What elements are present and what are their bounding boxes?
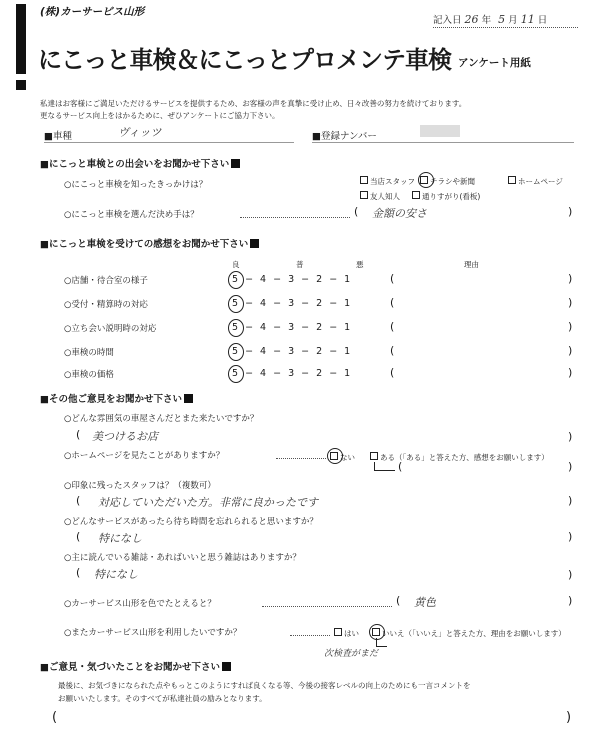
paren-close: ) [568,344,573,357]
date-day: 11 [520,13,535,26]
q-color: ○カーサービス山形を色でたとえると？ [64,599,216,609]
option-homepage-no[interactable]: ない [330,452,355,463]
paren-open: ( [390,344,395,357]
option-no-circle [327,448,343,464]
vehicle-model-underline [44,142,294,143]
rating-scale[interactable]: 5 − 4 − 3 − 2 − 1 [232,368,353,379]
paren-close: ) [568,205,573,218]
company-name: (株)カーサービス山形 [40,6,145,18]
answer-staff[interactable]: 対応していただいた方。非常に良かったです [98,496,318,509]
selected-rating-circle [228,295,244,313]
intro-line-1: 私達はお客様にご満足いただけるサービスを提供するため、お客様の声を真摯に受け止め、日々改善の努力を続けております。 [40,99,467,108]
rating-label: ○車検の時間 [64,348,114,358]
selected-rating-circle [228,365,244,383]
exclamation-bar [16,4,26,74]
paren-close: ) [568,594,573,607]
intro-line-2: 更なるサービス向上をはかるために、ぜひアンケートにご協力下さい。 [40,111,280,120]
section4-title: ■ご意見・気づいたことをお聞かせ下さい [40,659,231,673]
date-year: 26 [464,13,479,26]
paren-open: ( [396,594,401,607]
plate-underline [312,142,574,143]
answer-revisit-note[interactable]: 次検査がまだ [324,649,379,659]
paren-open: ( [76,530,81,543]
comment-instruction-1: 最後に、お気づきになられた点やもっとこのようにすれば良くなる等、今後の接客レベルの向上のためにも一言コメントを [58,681,471,690]
paren-close: ) [568,530,573,543]
date-underline [433,27,578,28]
leader-dots [262,606,392,607]
date-month-unit: 月 [508,15,518,26]
paren-open: ( [52,710,58,725]
option-homepage[interactable]: ホームページ [508,176,563,187]
date-label: 記入日 [433,15,462,26]
section-marker [184,394,193,403]
col-normal: 普 [296,260,304,269]
plate-label: ■登録ナンバー [312,131,377,142]
option-staff[interactable]: 当店スタッフ [360,176,415,187]
paren-close: ) [568,320,573,333]
paren-open: ( [390,366,395,379]
paren-open: ( [398,460,403,473]
vehicle-model-label: ■車種 [44,131,72,142]
answer-decision[interactable]: 金額の安さ [372,207,427,220]
date-year-unit: 年 [481,15,492,26]
comment-field[interactable] [64,712,562,730]
paren-close: ) [568,494,573,507]
vehicle-model-value[interactable]: ヴィッツ [118,126,162,139]
section2-title: ■にこっと車検を受けての感想をお聞かせ下さい [40,236,259,250]
rating-label: ○車検の価格 [64,370,114,380]
leader-dots [290,635,330,636]
paren-open: ( [76,428,81,441]
date-field [433,12,547,26]
bracket-line [374,462,395,471]
option-flyer[interactable]: チラシや新聞 [420,176,475,187]
paren-close: ) [568,366,573,379]
section-marker [222,662,231,671]
section1-title: ■にこっと車検との出会いをお聞かせ下さい [40,156,240,170]
rating-scale[interactable]: 5 − 4 − 3 − 2 − 1 [232,346,353,357]
paren-close: ) [568,272,573,285]
paren-close: ) [568,568,573,581]
section-marker [231,159,240,168]
q-decision: ○にこっと車検を選んだ決め手は？ [64,210,199,220]
comment-instruction-2: お願いいたします。そのすべてが私達社員の励みとなります。 [58,694,267,703]
form-title: にこっと車検＆にこっとプロメンテ車検 [38,46,452,74]
paren-close: ) [568,430,573,443]
option-revisit-yes[interactable]: はい [334,628,359,639]
q-how-found: ○にこっと車検を知ったきっかけは？ [64,180,208,190]
selected-rating-circle [228,271,244,289]
paren-open: ( [76,566,81,579]
answer-service[interactable]: 特になし [98,532,142,545]
form-title-suffix: アンケート用紙 [458,57,531,69]
leader-dots [276,458,326,459]
q-staff: ○印象に残ったスタッフは？（複数可） [64,481,216,491]
rating-scale[interactable]: 5 − 4 − 3 − 2 − 1 [232,298,353,309]
rating-scale[interactable]: 5 − 4 − 3 − 2 − 1 [232,274,353,285]
paren-open: ( [354,205,359,218]
rating-label: ○受付・精算時の対応 [64,300,148,310]
q-magazine: ○主に読んでいる雑誌・あればいいと思う雑誌はありますか？ [64,553,301,563]
q-atmosphere: ○どんな雰囲気の車屋さんだとまた来たいですか？ [64,414,259,424]
paren-close: ) [568,460,573,473]
paren-close: ) [566,710,572,725]
date-day-unit: 日 [537,15,548,26]
col-bad: 悪 [356,260,364,269]
col-good: 良 [232,260,240,269]
col-reason: 理由 [464,260,479,269]
rating-label: ○店舗・待合室の様子 [64,276,148,286]
option-homepage-yes[interactable]: ある（「ある」と答えた方、感想をお願いします） [370,452,549,463]
section-marker [250,239,259,248]
plate-redacted [420,125,460,137]
paren-open: ( [390,296,395,309]
answer-atmosphere[interactable]: 美つけるお店 [92,430,158,443]
option-revisit-no[interactable]: いいえ（「いいえ」と答えた方、理由をお願いします） [372,628,566,639]
option-friend[interactable]: 友人知人 [360,191,400,202]
q-homepage: ○ホームページを見たことがありますか？ [64,451,225,461]
section3-title: ■その他ご意見をお聞かせ下さい [40,391,193,405]
selected-rating-circle [228,319,244,337]
paren-open: ( [390,272,395,285]
leader-dots [240,217,350,218]
paren-close: ) [568,296,573,309]
q-service: ○どんなサービスがあったら待ち時間を忘れられると思いますか？ [64,517,318,527]
rating-scale[interactable]: 5 − 4 − 3 − 2 − 1 [232,322,353,333]
selected-rating-circle [228,343,244,361]
q-revisit: ○またカーサービス山形を利用したいですか？ [64,628,242,638]
exclamation-dot [16,80,26,90]
option-passing[interactable]: 通りすがり(看板) [412,191,480,202]
paren-open: ( [76,494,81,507]
answer-color[interactable]: 黄色 [414,596,436,609]
paren-open: ( [390,320,395,333]
rating-label: ○立ち会い説明時の対応 [64,324,157,334]
option-flyer-circle [418,172,434,188]
answer-magazine[interactable]: 特になし [94,568,138,581]
date-month: 5 [498,13,506,26]
